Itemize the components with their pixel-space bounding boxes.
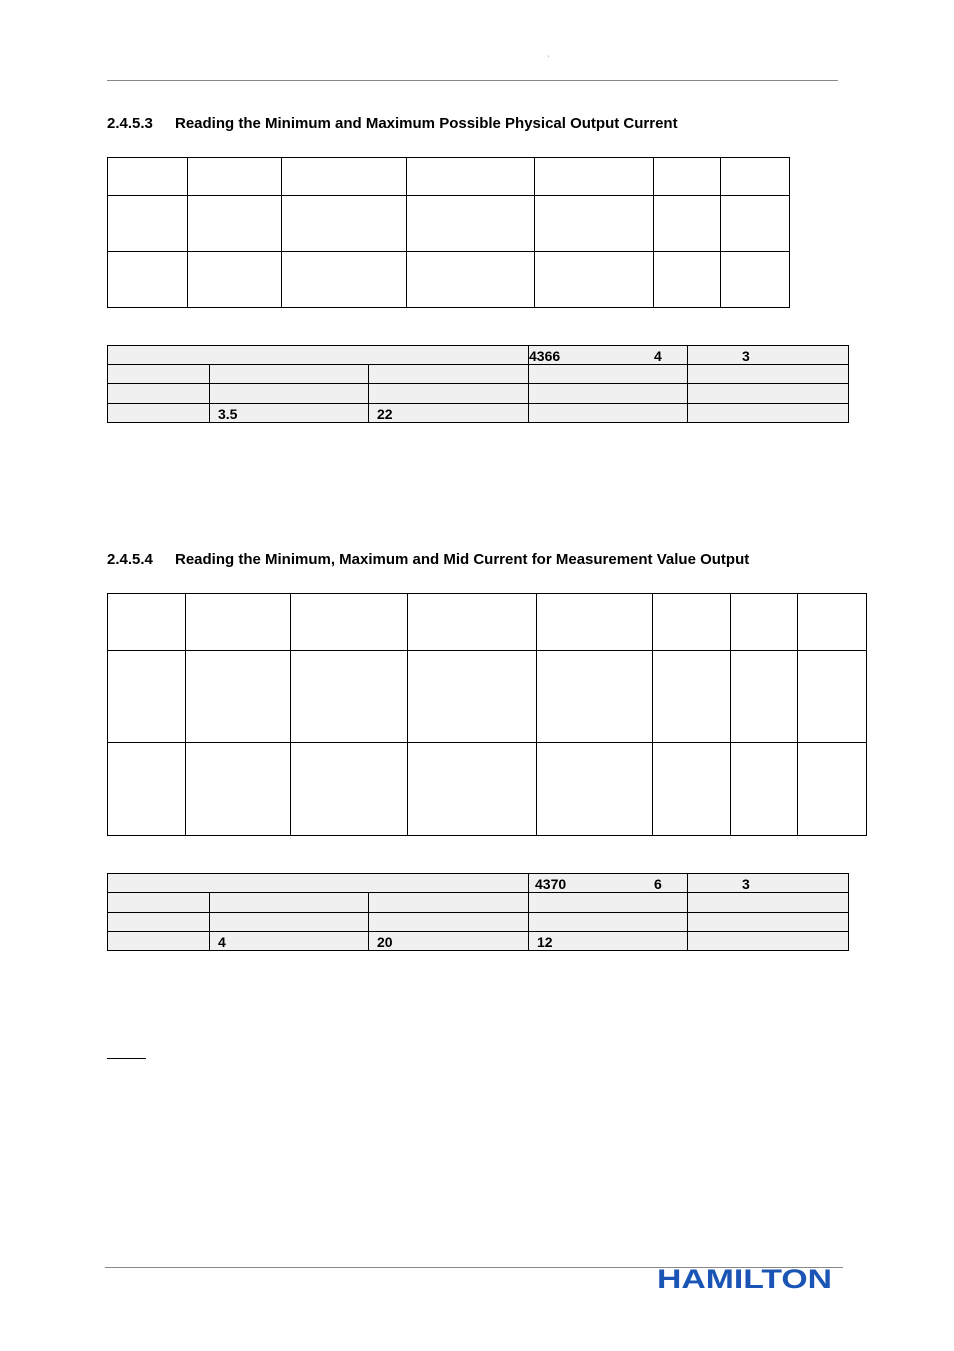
max-current-value: 22 — [369, 404, 529, 423]
hamilton-logo: HAMILTON — [657, 1264, 832, 1294]
header-mark: ' — [548, 56, 550, 62]
section-title: Reading the Minimum and Maximum Possible Physical Output Current — [175, 115, 678, 132]
min-current-value: 3.5 — [210, 404, 369, 423]
section-number: 2.4.5.3 — [107, 115, 153, 132]
register-function: 3 — [688, 346, 849, 365]
max-current-value: 20 — [369, 932, 529, 951]
underline-mark — [107, 1058, 146, 1059]
header-rule — [107, 80, 838, 81]
mid-current-value: 12 — [529, 932, 688, 951]
section-number: 2.4.5.4 — [107, 551, 153, 568]
section-heading-2-4-5-3 — [107, 115, 678, 132]
register-count: 6 — [654, 876, 662, 892]
register-table-1 — [107, 345, 849, 423]
command-table-1 — [107, 157, 790, 308]
section-heading-2-4-5-4 — [107, 551, 749, 568]
register-count: 4 — [654, 348, 662, 364]
command-table-2 — [107, 593, 867, 836]
register-function: 3 — [688, 874, 849, 893]
section-title: Reading the Minimum, Maximum and Mid Current for Measurement Value Output — [175, 551, 750, 568]
register-address: 4366 — [529, 348, 561, 364]
register-address: 4370 — [535, 876, 567, 892]
min-current-value: 4 — [210, 932, 369, 951]
register-table-2 — [107, 873, 849, 951]
